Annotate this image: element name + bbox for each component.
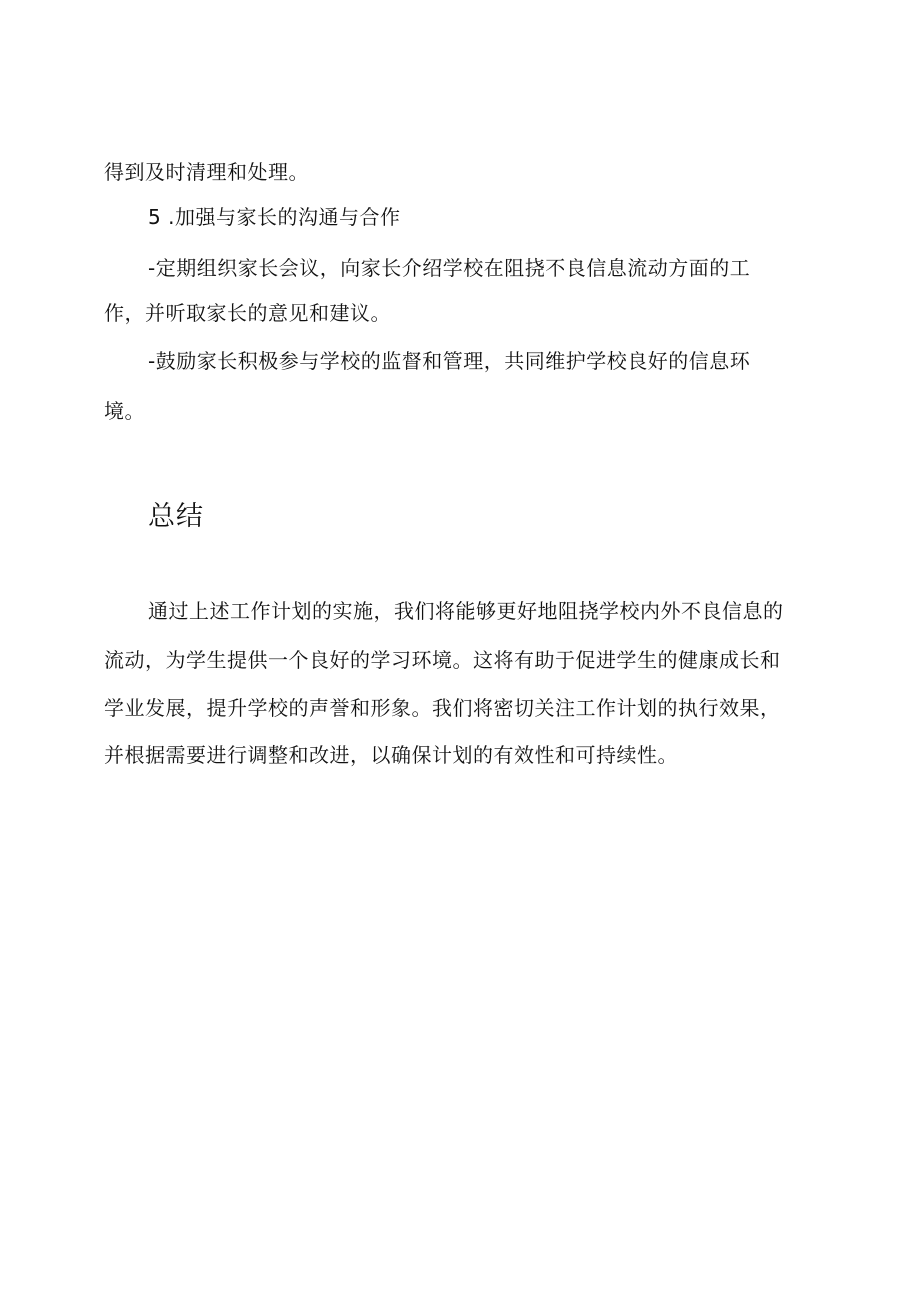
paragraph-continuation: 得到及时清理和处理。 — [104, 160, 309, 184]
summary-paragraph-line: 并根据需要进行调整和改进，以确保计划的有效性和可持续性。 — [104, 743, 678, 767]
bullet-line: -鼓励家长积极参与学校的监督和管理，共同维护学校良好的信息环 — [148, 349, 751, 373]
bullet-line: 境。 — [104, 399, 145, 423]
section-heading: 总结 — [148, 501, 204, 532]
bullet-line: -定期组织家长会议，向家长介绍学校在阻挠不良信息流动方面的工 — [148, 256, 751, 280]
summary-paragraph-line: 通过上述工作计划的实施，我们将能够更好地阻挠学校内外不良信息的 — [148, 599, 784, 623]
list-item-title: 5 .加强与家长的沟通与合作 — [148, 205, 401, 229]
summary-paragraph-line: 流动，为学生提供一个良好的学习环境。这将有助于促进学生的健康成长和 — [104, 648, 781, 672]
summary-paragraph-line: 学业发展，提升学校的声誉和形象。我们将密切关注工作计划的执行效果， — [104, 696, 781, 720]
bullet-line: 作，并听取家长的意见和建议。 — [104, 301, 391, 325]
